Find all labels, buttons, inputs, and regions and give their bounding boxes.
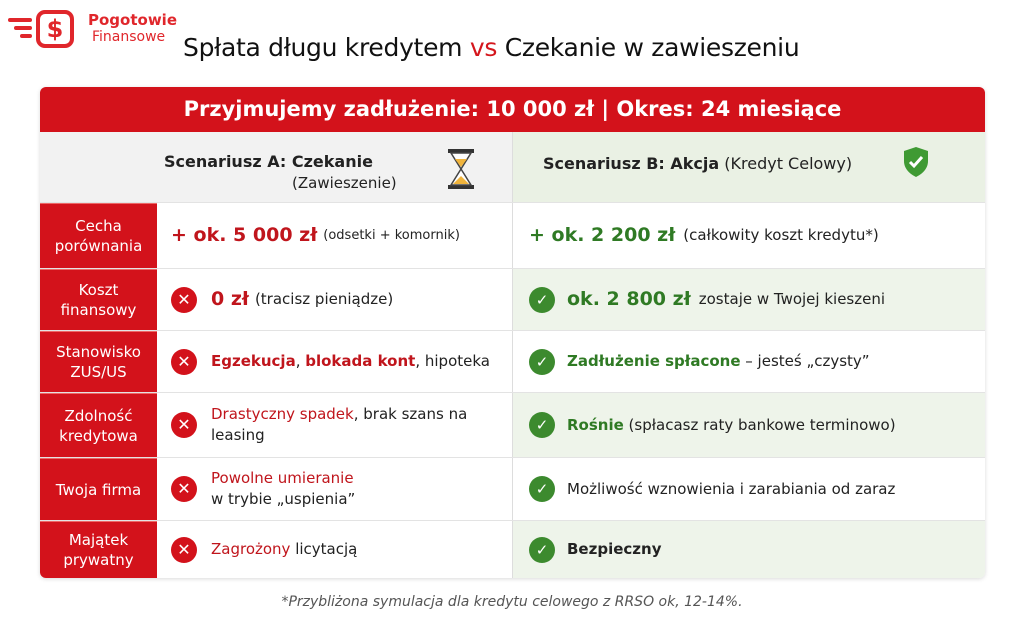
shield-check-icon xyxy=(903,146,929,178)
check-icon: ✓ xyxy=(529,412,555,438)
cost-a: + ok. 5 000 zł xyxy=(171,224,318,246)
scenario-b-header xyxy=(512,132,985,202)
comparison-table xyxy=(40,87,985,578)
cross-icon: ✕ xyxy=(171,476,197,502)
separator: , xyxy=(295,352,306,370)
check-icon: ✓ xyxy=(529,349,555,375)
check-icon: ✓ xyxy=(529,287,555,313)
assumption-banner: Przyjmujemy zadłużenie: 10 000 zł | Okres: 24 miesiące xyxy=(40,87,985,132)
title-part-1: Spłata długu kredytem xyxy=(183,33,463,62)
table-row xyxy=(40,202,985,268)
text-a: , hipoteka xyxy=(415,352,490,370)
value-a: 0 zł xyxy=(211,288,249,310)
text-b: – jesteś „czysty” xyxy=(740,352,870,370)
table-row xyxy=(40,392,985,457)
cross-icon: ✕ xyxy=(171,287,197,313)
dollar-icon: $ xyxy=(36,10,74,48)
scenario-a-title: Scenariusz A: Czekanie xyxy=(164,152,373,171)
text-a: licytacją xyxy=(290,540,358,558)
logo-text-2: Finansowe xyxy=(92,29,166,45)
hourglass-icon xyxy=(446,148,476,190)
wing-decoration xyxy=(20,34,32,38)
row-label: Cecha porównania xyxy=(40,203,157,268)
text-b: zostaje w Twojej kieszeni xyxy=(698,290,886,308)
row-label: Stanowisko ZUS/US xyxy=(40,331,157,392)
scenario-a-header xyxy=(40,132,512,202)
cross-icon: ✕ xyxy=(171,537,197,563)
text-a-bold: Egzekucja xyxy=(211,352,296,370)
scenario-b-subtitle: (Kredyt Celowy) xyxy=(724,154,853,173)
table-row xyxy=(40,520,985,578)
title-part-2: Czekanie w zawieszeniu xyxy=(504,33,800,62)
logo-text-1: Pogotowie xyxy=(88,11,177,29)
footnote: *Przybliżona symulacja dla kredytu celowego z RRSO ok, 12-14%. xyxy=(281,594,743,610)
scenario-b-title: Scenariusz B: Akcja xyxy=(543,154,720,173)
logo xyxy=(8,8,178,50)
table-row xyxy=(40,268,985,330)
cost-b-note: (całkowity koszt kredytu*) xyxy=(683,226,879,244)
cross-icon: ✕ xyxy=(171,349,197,375)
check-icon: ✓ xyxy=(529,537,555,563)
text-a-highlight: Powolne umieranie xyxy=(211,469,354,487)
text-b-bold: Zadłużenie spłacone xyxy=(567,352,741,370)
row-label: Zdolność kredytowa xyxy=(40,393,157,457)
row-label: Twoja firma xyxy=(40,458,157,520)
wing-decoration xyxy=(8,18,32,22)
text-b-bold: Rośnie xyxy=(567,415,624,434)
page-title xyxy=(183,33,799,62)
wing-decoration xyxy=(14,26,32,30)
text-a: (tracisz pieniądze) xyxy=(254,290,394,308)
text-a-highlight: Zagrożony xyxy=(211,540,291,558)
table-row xyxy=(40,330,985,392)
scenario-a-subtitle: (Zawieszenie) xyxy=(292,174,397,192)
text-a: w trybie „uspienia” xyxy=(211,490,356,508)
text-b: (spłacasz raty bankowe terminowo) xyxy=(623,415,896,434)
table-row xyxy=(40,457,985,520)
text-a-highlight: Drastyczny spadek xyxy=(211,405,354,423)
title-vs: vs xyxy=(469,33,498,62)
text-b: Bezpieczny xyxy=(567,540,662,558)
cost-b: + ok. 2 200 zł xyxy=(529,224,676,246)
text-a: , brak szans na leasing xyxy=(211,405,468,444)
text-b: Możliwość wznowienia i zarabiania od zaraz xyxy=(567,479,896,498)
row-label: Koszt finansowy xyxy=(40,269,157,330)
cross-icon: ✕ xyxy=(171,412,197,438)
check-icon: ✓ xyxy=(529,476,555,502)
cost-a-note: (odsetki + komornik) xyxy=(323,228,460,243)
text-a-bold: blokada kont xyxy=(305,352,416,370)
row-label: Majątek prywatny xyxy=(40,521,157,578)
value-b: ok. 2 800 zł xyxy=(567,288,691,310)
